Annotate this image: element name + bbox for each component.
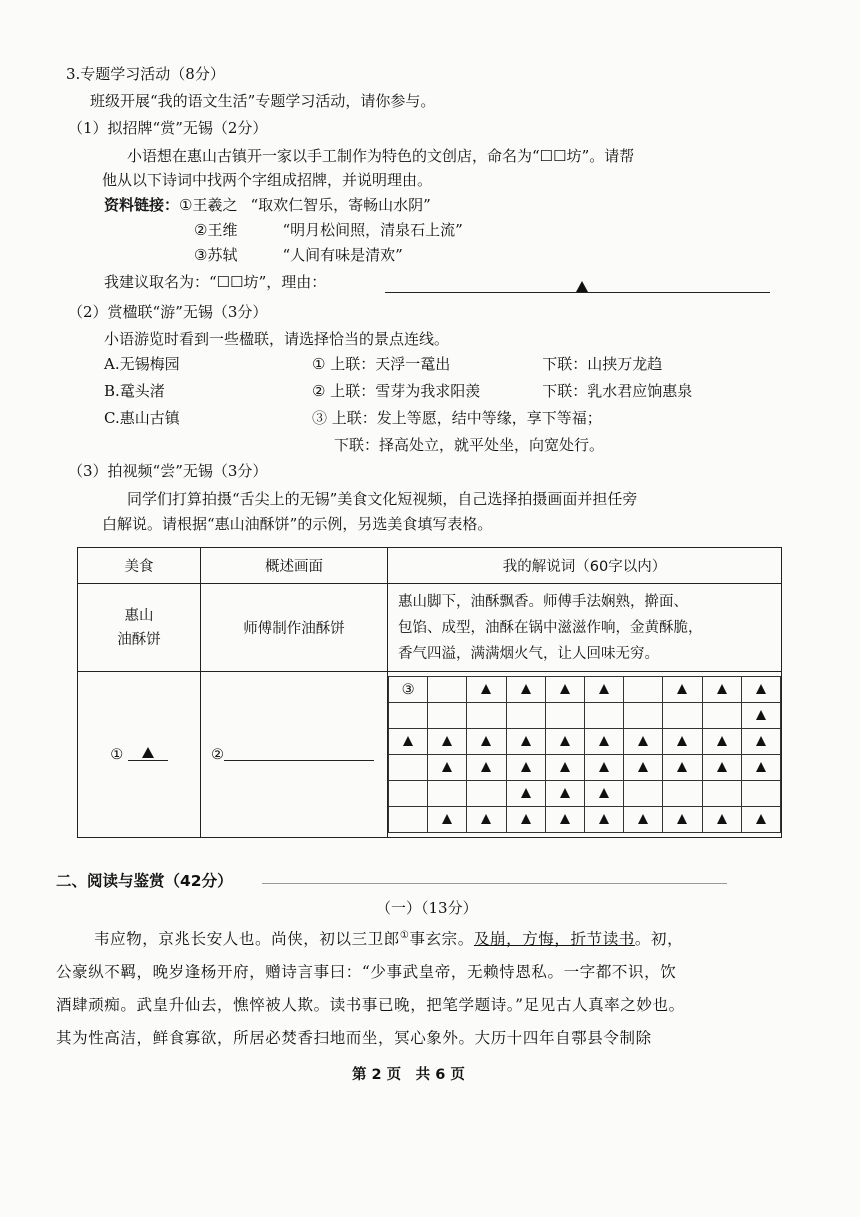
answer-marker-icon	[756, 762, 766, 772]
grid-row	[389, 781, 781, 807]
grid-cell[interactable]	[389, 807, 428, 833]
grid-cell[interactable]	[584, 807, 623, 833]
question-3-intro: 班级开展“我的语文生活”专题学习活动，请你参与。	[90, 92, 436, 110]
grid-cell[interactable]	[741, 807, 780, 833]
part-2-title: （2）赏楹联“游”无锡（3分）	[68, 303, 268, 321]
grid-cell[interactable]	[545, 703, 584, 729]
couplet-1[interactable]: ① 上联：天浮一鼋出 下联：山挟万龙趋	[312, 355, 663, 373]
grid-cell[interactable]	[545, 755, 584, 781]
section-2-title: 二、阅读与鉴赏（42分）	[56, 872, 233, 890]
part-2-intro: 小语游览时看到一些楹联，请选择恰当的景点连线。	[104, 330, 450, 348]
grid-cell[interactable]	[428, 703, 467, 729]
answer-marker-icon	[481, 814, 491, 824]
example-scene: 师傅制作油酥饼	[201, 584, 388, 672]
table-header-row	[78, 548, 782, 584]
grid-cell[interactable]	[506, 755, 545, 781]
footnote-marker: ①	[399, 929, 410, 941]
answer-marker-icon	[481, 762, 491, 772]
answer-marker-icon	[521, 762, 531, 772]
food-answer-blank[interactable]	[128, 746, 168, 761]
grid-cell[interactable]	[584, 729, 623, 755]
answer-marker-icon	[560, 788, 570, 798]
section-divider	[262, 883, 727, 884]
answer-marker-icon	[599, 684, 609, 694]
grid-cell[interactable]	[389, 755, 428, 781]
grid-cell[interactable]	[663, 703, 702, 729]
part-1-answer-prefix: 我建议取名为：“☐☐坊”，理由：	[104, 273, 327, 291]
reference-1: 资料链接：①王羲之 “取欢仁智乐，寄畅山水阴”	[104, 196, 431, 214]
reference-3: ③苏轼 “人间有味是清欢”	[194, 246, 403, 264]
grid-row	[389, 755, 781, 781]
answer-marker-icon	[560, 736, 570, 746]
narration-answer-grid-cell	[388, 672, 782, 838]
answer-marker-icon	[142, 747, 154, 758]
grid-cell[interactable]	[545, 677, 584, 703]
answer-marker-icon	[677, 814, 687, 824]
scene-answer-cell[interactable]: ②	[201, 672, 388, 838]
table-answer-row	[78, 672, 782, 838]
answer-marker-icon	[717, 814, 727, 824]
grid-cell[interactable]	[467, 755, 506, 781]
grid-cell[interactable]	[506, 677, 545, 703]
grid-cell[interactable]	[584, 703, 623, 729]
passage-line-3: 酒肆顽痴。武皇升仙去，憔悴被人欺。读书事已晚，把笔学题诗。”足见古人真率之妙也。	[56, 996, 685, 1014]
grid-cell[interactable]	[741, 781, 780, 807]
grid-cell[interactable]	[545, 807, 584, 833]
grid-cell[interactable]	[624, 703, 663, 729]
narration-answer-grid[interactable]	[388, 676, 781, 833]
header-scene: 概述画面	[201, 548, 388, 584]
answer-marker-icon	[521, 736, 531, 746]
answer-marker-icon	[638, 762, 648, 772]
grid-cell[interactable]	[467, 703, 506, 729]
page-footer: 第 2 页 共 6 页	[352, 1067, 465, 1083]
answer-marker-icon	[677, 684, 687, 694]
answer-marker-icon	[677, 736, 687, 746]
answer-marker-icon	[756, 736, 766, 746]
grid-cell[interactable]	[702, 677, 741, 703]
answer-marker-icon	[599, 788, 609, 798]
grid-cell[interactable]	[545, 729, 584, 755]
answer-marker-icon	[442, 736, 452, 746]
example-food: 惠山 油酥饼	[78, 584, 201, 672]
passage-line-1: 韦应物，京兆长安人也。尚侠，初以三卫郎①事玄宗。及崩，方悔，折节读书。初，	[94, 929, 684, 948]
grid-cell[interactable]	[702, 781, 741, 807]
scene-answer-blank[interactable]	[224, 746, 374, 761]
grid-cell[interactable]	[506, 703, 545, 729]
grid-cell[interactable]	[428, 677, 467, 703]
grid-cell[interactable]	[428, 729, 467, 755]
answer-marker-icon	[638, 736, 648, 746]
grid-cell[interactable]	[584, 755, 623, 781]
part-3-title: （3）拍视频“尝”无锡（3分）	[68, 462, 268, 480]
grid-cell[interactable]	[702, 729, 741, 755]
table-example-row	[78, 584, 782, 672]
grid-cell[interactable]	[428, 781, 467, 807]
example-narration: 惠山脚下，油酥飘香。师傅手法娴熟，擀面、 包馅、成型，油酥在锅中滋滋作响，金黄酥脆， 香气四溢，满满烟火气，让人回味无穷。	[388, 584, 782, 672]
reference-2: ②王维 “明月松间照，清泉石上流”	[194, 221, 463, 239]
answer-marker-icon	[442, 814, 452, 824]
answer-marker-icon	[560, 684, 570, 694]
food-table	[77, 547, 782, 838]
grid-cell[interactable]	[741, 677, 780, 703]
answer-marker-icon	[638, 814, 648, 824]
grid-cell[interactable]	[624, 781, 663, 807]
grid-row	[389, 807, 781, 833]
answer-marker-icon	[576, 276, 588, 295]
grid-cell[interactable]	[624, 755, 663, 781]
answer-marker-icon	[403, 736, 413, 746]
subsection-title: （一）（13分）	[376, 899, 478, 917]
answer-marker-icon	[481, 736, 491, 746]
grid-cell[interactable]	[663, 807, 702, 833]
grid-cell-label[interactable]: ③	[389, 677, 428, 703]
header-food: 美食	[78, 548, 201, 584]
answer-marker-icon	[521, 814, 531, 824]
grid-cell[interactable]	[545, 781, 584, 807]
grid-cell[interactable]	[506, 781, 545, 807]
part-1-line-2: 他从以下诗词中找两个字组成招牌，并说明理由。	[102, 171, 433, 189]
answer-marker-icon	[442, 762, 452, 772]
answer-marker-icon	[717, 684, 727, 694]
answer-marker-icon	[521, 684, 531, 694]
grid-cell[interactable]	[624, 807, 663, 833]
grid-cell[interactable]	[467, 807, 506, 833]
grid-cell[interactable]	[624, 677, 663, 703]
part-1-title: （1）拟招牌“赏”无锡（2分）	[68, 119, 268, 137]
grid-row	[389, 729, 781, 755]
grid-cell[interactable]	[702, 703, 741, 729]
couplet-3[interactable]: ③ 上联：发上等愿，结中等缘，享下等福；	[312, 409, 602, 427]
grid-cell[interactable]	[467, 677, 506, 703]
answer-marker-icon	[599, 762, 609, 772]
grid-cell[interactable]	[467, 781, 506, 807]
grid-cell[interactable]	[389, 781, 428, 807]
passage-line-2: 公豪纵不羁，晚岁逢杨开府，赠诗言事曰：“少事武皇帝，无赖恃恩私。一字都不识，饮	[56, 963, 677, 981]
answer-marker-icon	[756, 684, 766, 694]
grid-cell[interactable]	[663, 755, 702, 781]
answer-marker-icon	[717, 762, 727, 772]
grid-cell[interactable]	[702, 807, 741, 833]
grid-cell[interactable]	[428, 807, 467, 833]
question-3-title: 3.专题学习活动（8分）	[66, 65, 225, 83]
part-3-line-1: 同学们打算拍摄“舌尖上的无锡”美食文化短视频，自己选择拍摄画面并担任旁	[127, 490, 638, 508]
food-answer-cell[interactable]: ①	[78, 672, 201, 838]
spot-a[interactable]: A.无锡梅园	[104, 355, 180, 373]
grid-cell[interactable]	[663, 677, 702, 703]
answer-marker-icon	[756, 710, 766, 720]
answer-marker-icon	[560, 814, 570, 824]
underlined-sentence: 及崩，方悔，折节读书	[473, 930, 635, 948]
answer-marker-icon	[599, 736, 609, 746]
grid-cell[interactable]	[389, 703, 428, 729]
grid-cell[interactable]	[663, 781, 702, 807]
answer-marker-icon	[481, 684, 491, 694]
passage-line-4: 其为性高洁，鲜食寡欲，所居必焚香扫地而坐，冥心象外。大历十四年自鄠县令制除	[56, 1029, 652, 1047]
grid-cell[interactable]	[506, 807, 545, 833]
grid-cell[interactable]	[506, 729, 545, 755]
reference-link-label: 资料链接：	[104, 196, 180, 214]
grid-row	[389, 703, 781, 729]
header-narration: 我的解说词（60字以内）	[388, 548, 782, 584]
grid-cell[interactable]	[624, 729, 663, 755]
couplet-3-lower: 下联：择高处立，就平处坐，向宽处行。	[334, 436, 605, 454]
grid-cell[interactable]	[741, 729, 780, 755]
grid-cell[interactable]	[663, 729, 702, 755]
grid-cell[interactable]	[428, 755, 467, 781]
grid-cell[interactable]	[741, 703, 780, 729]
grid-cell[interactable]	[584, 781, 623, 807]
couplet-2[interactable]: ② 上联：雪芽为我求阳羡 下联：乳水君应饷惠泉	[312, 382, 693, 400]
grid-cell[interactable]	[741, 755, 780, 781]
answer-marker-icon	[677, 762, 687, 772]
grid-row	[389, 677, 781, 703]
part-1-line-1: 小语想在惠山古镇开一家以手工制作为特色的文创店，命名为“☐☐坊”。请帮	[127, 147, 635, 165]
answer-marker-icon	[560, 762, 570, 772]
grid-cell[interactable]	[702, 755, 741, 781]
grid-cell[interactable]	[467, 729, 506, 755]
answer-marker-icon	[521, 788, 531, 798]
grid-cell[interactable]	[389, 729, 428, 755]
answer-marker-icon	[599, 814, 609, 824]
spot-c[interactable]: C.惠山古镇	[104, 409, 180, 427]
part-3-line-2: 白解说。请根据“惠山油酥饼”的示例，另选美食填写表格。	[102, 515, 493, 533]
grid-cell[interactable]	[584, 677, 623, 703]
answer-marker-icon	[756, 814, 766, 824]
spot-b[interactable]: B.鼋头渚	[104, 382, 165, 400]
answer-marker-icon	[717, 736, 727, 746]
